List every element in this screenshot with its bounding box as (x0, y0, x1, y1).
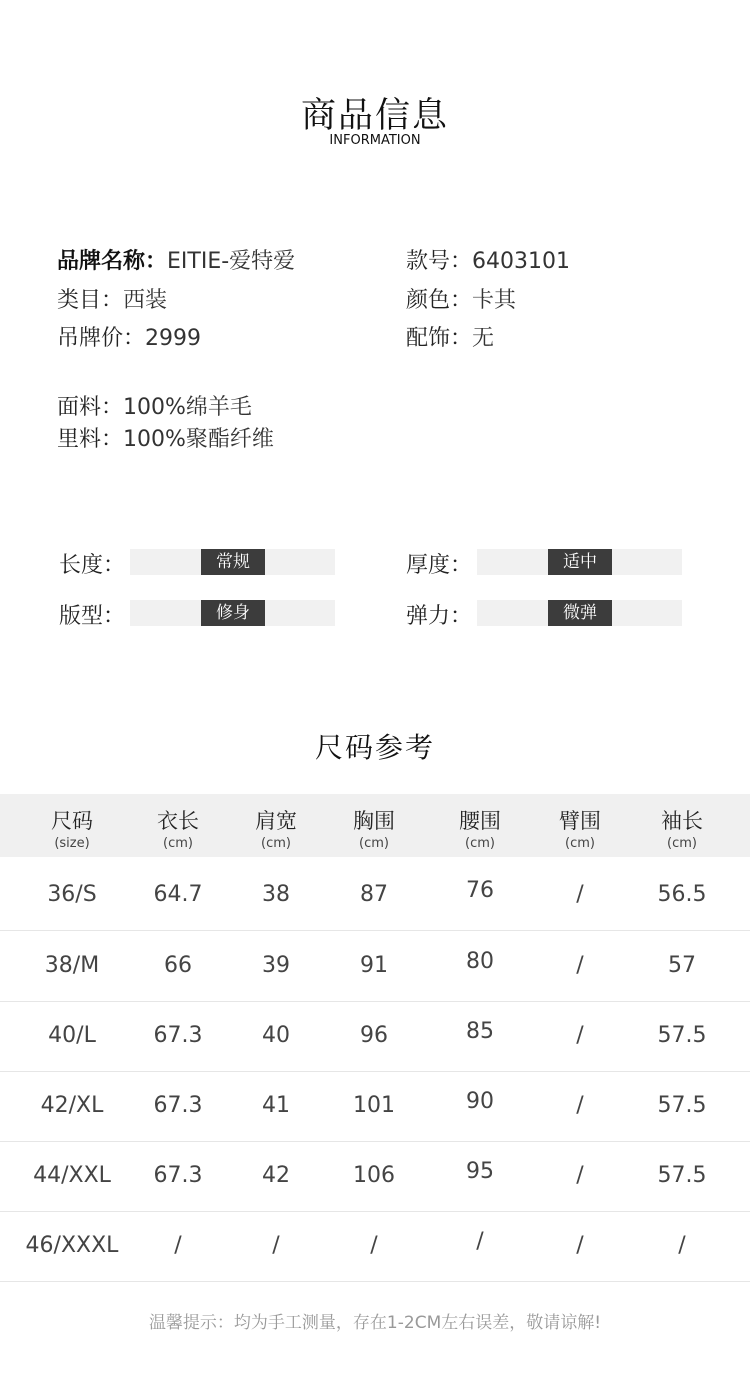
header-sleeve (632, 794, 732, 851)
table-row (0, 931, 750, 1002)
accessory-label: 配饰： (406, 326, 473, 351)
length-label: 长度： (59, 553, 126, 578)
brand-label: 品牌名称： (57, 249, 168, 274)
cell-sleeve: 57.5 (657, 1023, 707, 1048)
lining-label: 里料： (57, 427, 124, 452)
cell-chest: 87 (360, 882, 388, 907)
cell-chest: 106 (353, 1163, 395, 1188)
header-label: 胸围 (353, 809, 395, 833)
cell-arm: / (576, 882, 584, 907)
cell-sleeve: / (678, 1233, 686, 1258)
thickness-bar (477, 549, 682, 575)
category-value: 西装 (123, 288, 168, 313)
cell-length: 67.3 (153, 1163, 203, 1188)
cell-size: 42/XL (40, 1093, 104, 1118)
cell-waist: 76 (466, 878, 494, 903)
header-unit: (cm) (465, 836, 495, 851)
cell-arm: / (576, 1233, 584, 1258)
cell-sleeve: 56.5 (657, 882, 707, 907)
accessory-info (406, 321, 494, 352)
size-chart-title: 尺码参考 (314, 731, 435, 764)
size-table-header (0, 794, 750, 857)
accessory-value: 无 (472, 326, 495, 351)
fit-tag: 修身 (201, 600, 265, 626)
brand-value: EITIE-爱特爱 (167, 249, 296, 274)
cell-shoulder: 42 (262, 1163, 290, 1188)
length-tag: 常规 (201, 549, 265, 575)
elasticity-tag: 微弹 (548, 600, 612, 626)
header-label: 尺码 (51, 809, 93, 833)
cell-shoulder: 41 (262, 1093, 290, 1118)
header-size (22, 794, 122, 851)
price-info (57, 321, 201, 352)
header-label: 臂围 (559, 809, 601, 833)
cell-chest: 91 (360, 953, 388, 978)
header-length (128, 794, 228, 851)
style-value: 6403101 (472, 249, 570, 274)
elasticity-bar (477, 600, 682, 626)
table-row (0, 1141, 750, 1212)
style-label: 款号： (406, 249, 473, 274)
cell-arm: / (576, 1093, 584, 1118)
category-label: 类目： (57, 288, 124, 313)
cell-size: 46/XXXL (25, 1233, 119, 1258)
header-unit: (size) (54, 836, 90, 851)
cell-chest: / (370, 1233, 378, 1258)
header-waist (430, 794, 530, 851)
header-label: 肩宽 (255, 809, 297, 833)
header-chest (324, 794, 424, 851)
table-row (0, 1001, 750, 1072)
fabric-info (57, 390, 252, 421)
cell-length: 67.3 (153, 1023, 203, 1048)
length-bar (130, 549, 335, 575)
cell-chest: 101 (353, 1093, 395, 1118)
brand-info (57, 244, 295, 275)
fit-label: 版型： (59, 604, 126, 629)
cell-arm: / (576, 1163, 584, 1188)
header-unit: (cm) (163, 836, 193, 851)
cell-length: 67.3 (153, 1093, 203, 1118)
fit-bar (130, 600, 335, 626)
cell-size: 38/M (44, 953, 100, 978)
thickness-label: 厚度： (406, 553, 473, 578)
category-info (57, 283, 167, 314)
cell-shoulder: 38 (262, 882, 290, 907)
lining-value: 100%聚酯纤维 (123, 427, 274, 452)
header-shoulder (226, 794, 326, 851)
page-subtitle: INFORMATION (329, 133, 421, 148)
color-label: 颜色： (406, 288, 473, 313)
table-row (0, 1071, 750, 1142)
color-value: 卡其 (472, 288, 517, 313)
cell-waist: / (476, 1229, 484, 1254)
header-arm (530, 794, 630, 851)
table-row (0, 1211, 750, 1282)
header-label: 袖长 (661, 809, 703, 833)
table-row (0, 860, 750, 931)
lining-info (57, 422, 274, 453)
thickness-tag: 适中 (548, 549, 612, 575)
cell-shoulder: / (272, 1233, 280, 1258)
cell-waist: 85 (466, 1019, 494, 1044)
measurement-note: 温馨提示：均为手工测量，存在1-2CM左右误差，敬请谅解! (148, 1313, 602, 1333)
price-label: 吊牌价： (57, 326, 146, 351)
cell-shoulder: 40 (262, 1023, 290, 1048)
fabric-value: 100%绵羊毛 (123, 395, 252, 420)
cell-arm: / (576, 953, 584, 978)
style-info (406, 244, 570, 275)
cell-size: 44/XXL (33, 1163, 111, 1188)
cell-arm: / (576, 1023, 584, 1048)
cell-length: / (174, 1233, 182, 1258)
cell-waist: 90 (466, 1089, 494, 1114)
cell-length: 64.7 (153, 882, 203, 907)
header-unit: (cm) (359, 836, 389, 851)
price-value: 2999 (145, 326, 202, 351)
cell-shoulder: 39 (262, 953, 290, 978)
header-unit: (cm) (667, 836, 697, 851)
elasticity-label: 弹力： (406, 604, 473, 629)
cell-sleeve: 57 (668, 953, 696, 978)
header-label: 衣长 (157, 809, 199, 833)
cell-size: 36/S (47, 882, 97, 907)
header-unit: (cm) (261, 836, 291, 851)
cell-waist: 95 (466, 1159, 494, 1184)
header-label: 腰围 (459, 809, 501, 833)
cell-waist: 80 (466, 949, 494, 974)
cell-sleeve: 57.5 (657, 1093, 707, 1118)
cell-size: 40/L (48, 1023, 96, 1048)
fabric-label: 面料： (57, 395, 124, 420)
color-info (406, 283, 516, 314)
cell-length: 66 (164, 953, 192, 978)
cell-chest: 96 (360, 1023, 388, 1048)
cell-sleeve: 57.5 (657, 1163, 707, 1188)
page-title: 商品信息 (300, 96, 449, 136)
header-unit: (cm) (565, 836, 595, 851)
